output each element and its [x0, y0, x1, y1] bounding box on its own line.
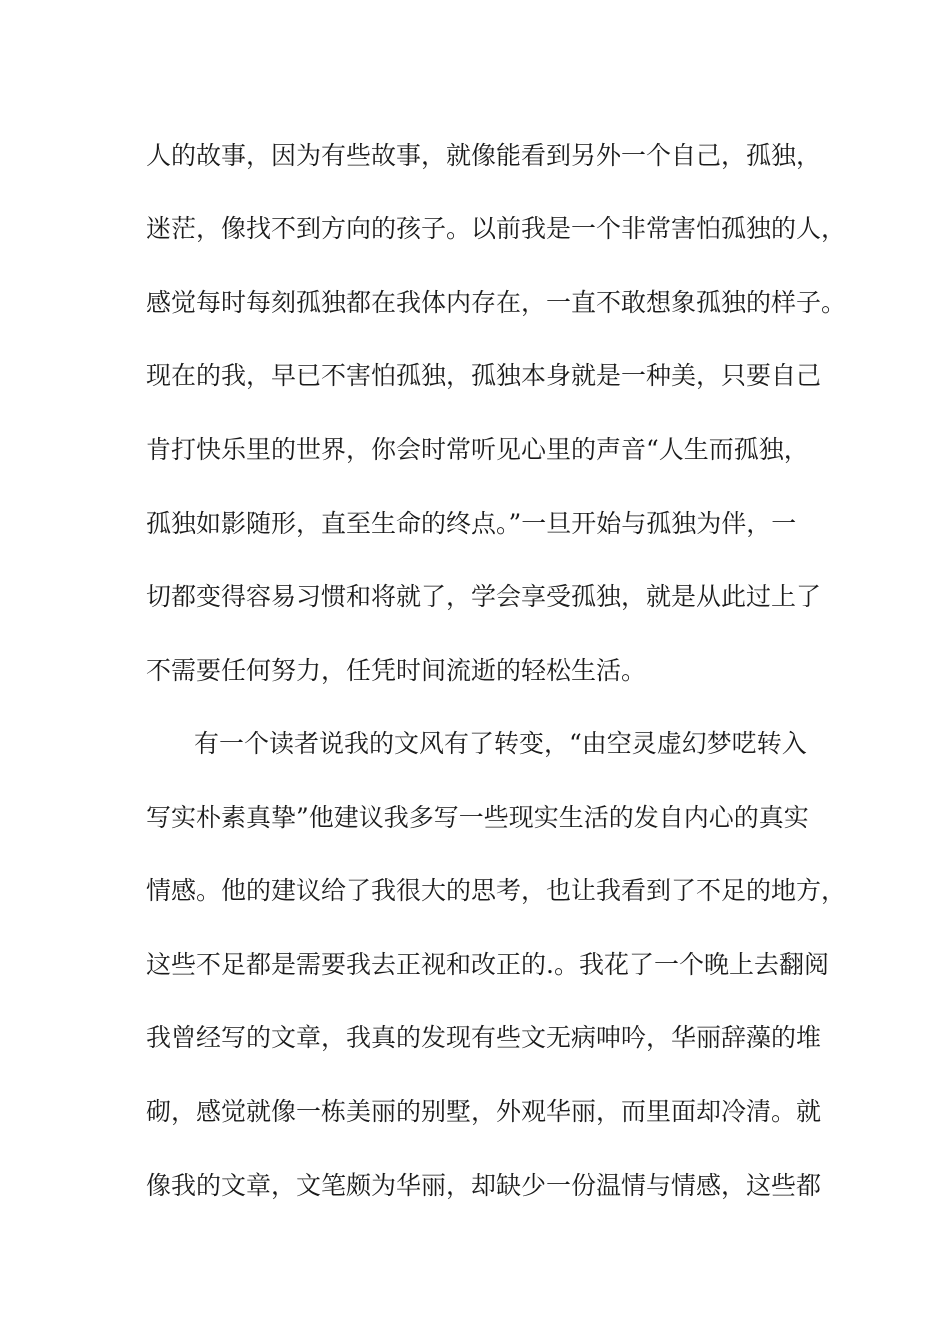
text-line: 我曾经写的文章，我真的发现有些文无病呻吟，华丽辞藻的堆 — [146, 1023, 822, 1052]
text-line: 像我的文章，文笔颇为华丽，却缺少一份温情与情感，这些都 — [146, 1171, 822, 1200]
text-line: 情感。他的建议给了我很大的思考，也让我看到了不足的地方， — [146, 876, 847, 905]
text-line: 孤独如影随形，直至生命的终点。”一旦开始与孤独为伴，一 — [146, 509, 797, 538]
text-line: 现在的我，早已不害怕孤独，孤独本身就是一种美，只要自己 — [146, 361, 822, 390]
text-line: 写实朴素真挚”他建议我多写一些现实生活的发自内心的真实 — [146, 803, 809, 832]
text-line: 切都变得容易习惯和将就了，学会享受孤独，就是从此过上了 — [146, 582, 822, 611]
text-line: 有一个读者说我的文风有了转变，“由空灵虚幻梦呓转入 — [194, 729, 807, 758]
text-line: 感觉每时每刻孤独都在我体内存在，一直不敢想象孤独的样子。 — [146, 288, 847, 317]
text-line: 砌，感觉就像一栋美丽的别墅，外观华丽，而里面却冷清。就 — [146, 1097, 822, 1126]
text-line: 肯打快乐里的世界，你会时常听见心里的声音“人生而孤独， — [146, 435, 809, 464]
text-line: 这些不足都是需要我去正视和改正的.。我花了一个晚上去翻阅 — [146, 950, 829, 979]
text-line: 人的故事，因为有些故事，就像能看到另外一个自己，孤独， — [146, 141, 822, 170]
text-line: 不需要任何努力，任凭时间流逝的轻松生活。 — [146, 656, 647, 685]
text-line: 迷茫，像找不到方向的孩子。以前我是一个非常害怕孤独的人， — [146, 214, 847, 243]
